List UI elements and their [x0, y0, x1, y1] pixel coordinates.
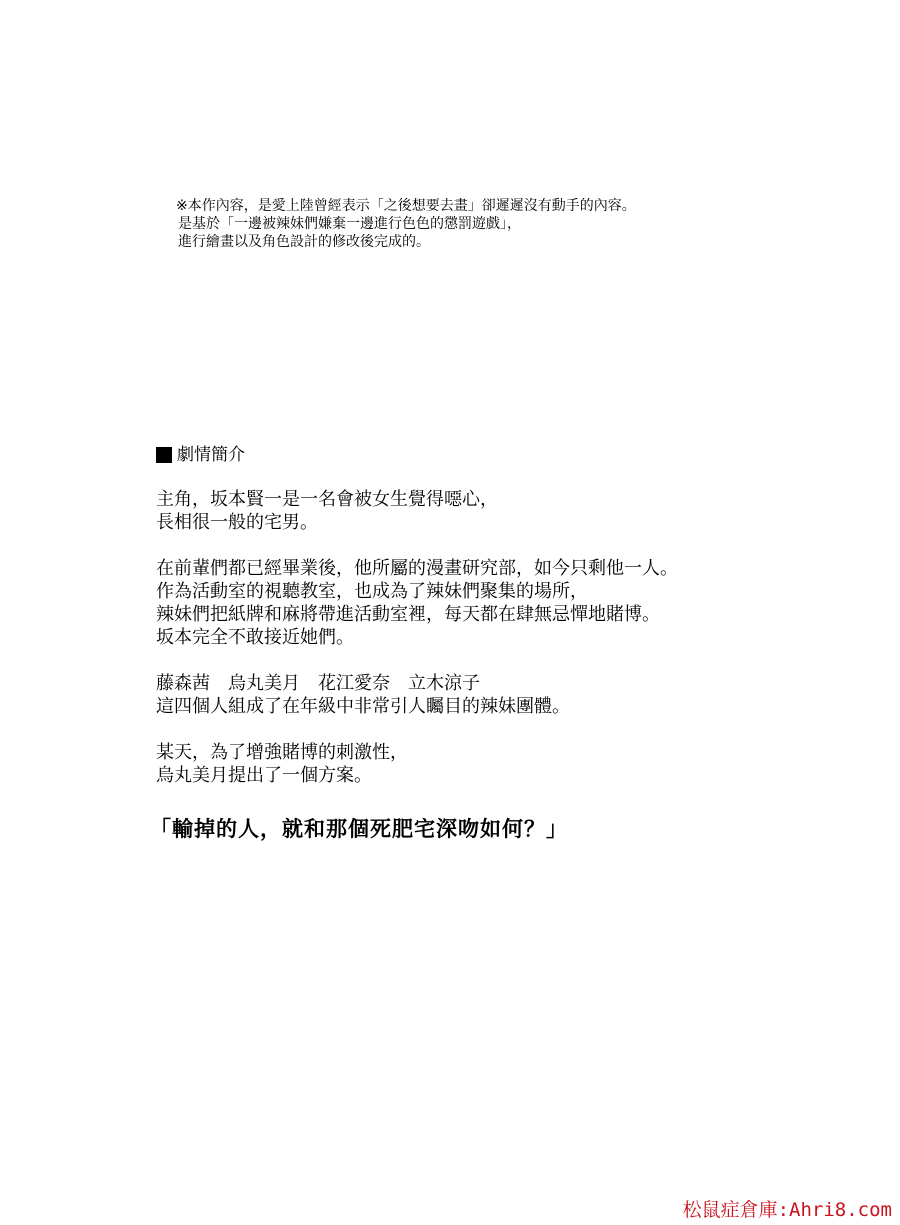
synopsis-line: 在前輩們都已經畢業後，他所屬的漫畫研究部，如今只剩他一人。: [156, 558, 678, 579]
synopsis-line: 長相很一般的宅男。: [156, 512, 318, 533]
black-square-icon: [156, 447, 172, 463]
author-note-line: ※本作內容，是愛上陸曾經表示「之後想要去畫」卻遲遲沒有動手的內容。: [176, 198, 636, 214]
synopsis-line: 烏丸美月提出了一個方案。: [156, 765, 372, 786]
synopsis-paragraph: [156, 488, 678, 534]
author-note: [176, 197, 636, 251]
character-names-line: 藤森茜 烏丸美月 花江愛奈 立木涼子: [156, 673, 480, 694]
watermark: 松鼠症倉庫:Ahri8.com: [682, 1199, 892, 1221]
synopsis-paragraph: [156, 557, 678, 649]
synopsis-paragraph: [156, 741, 678, 787]
synopsis-line: 坂本完全不敢接近她們。: [156, 627, 354, 648]
synopsis-line: 作為活動室的視聽教室，也成為了辣妹們聚集的場所，: [156, 581, 588, 602]
synopsis-line: 辣妹們把紙牌和麻將帶進活動室裡，每天都在肆無忌憚地賭博。: [156, 604, 660, 625]
author-note-line: 是基於「一邊被辣妹們嫌棄一邊進行色色的懲罰遊戲」，: [178, 216, 521, 232]
synopsis-body: [156, 488, 678, 810]
synopsis-line: 某天，為了增強賭博的刺激性，: [156, 742, 408, 763]
synopsis-heading: [156, 444, 245, 466]
key-quote: 「輸掉的人，就和那個死肥宅深吻如何？」: [150, 817, 568, 841]
synopsis-line: 這四個人組成了在年級中非常引人矚目的辣妹團體。: [156, 696, 570, 717]
synopsis-paragraph: [156, 672, 678, 718]
synopsis-line: 主角，坂本賢一是一名會被女生覺得噁心，: [156, 489, 498, 510]
author-note-line: 進行繪畫以及角色設計的修改後完成的。: [178, 234, 430, 250]
synopsis-heading-label: 劇情簡介: [177, 445, 245, 465]
